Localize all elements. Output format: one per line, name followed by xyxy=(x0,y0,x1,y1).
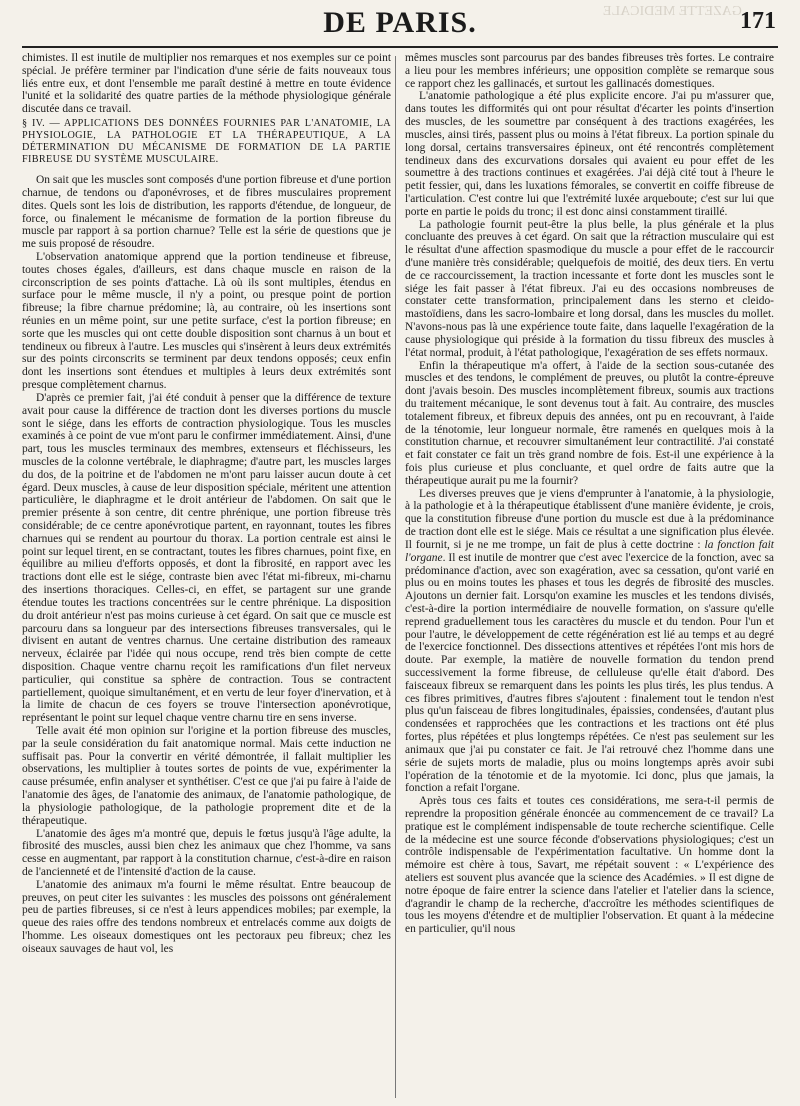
page-header xyxy=(18,6,782,42)
paragraph: Après tous ces faits et toutes ces considérations, me sera-t-il permis de reprendre la proposition générale énoncée au commencement de ce travail? La pratique est le complément indispensable de toute recherche scientifique. Celle de la médecine est une source féconde d'observations physiologiques; c'est un contrôle indispensable de l'expérimentation facultative. Un homme dont la mémoire est chère à tous, Savart, me répétait souvent : « L'expérience des ateliers est souvent plus avancée que la science des Académies. » Il est digne de notre époque de faire entrer la science dans l'atelier et l'atelier dans la science, d'agrandir le champ de la recherche, d'accroître les méthodes scientifiques de tous les moyens d'étendre et de multiplier l'observation. Et quant à la médecine en particulier, qu'il nous xyxy=(405,795,774,936)
paragraph: L'anatomie des âges m'a montré que, depuis le fœtus jusqu'à l'âge adulte, la fibrosité des muscles, aussi bien chez les animaux que chez l'homme, va sans cesse en augmentant, par rapport à la constitution charnue, c'est-à-dire en raison de l'ancienneté et de l'intensité d'action de la cause. xyxy=(22,827,391,878)
paragraph-text: . Il est inutile de montrer que c'est avec l'exercice de la fonction, avec sa prédominance d'action, avec son exagération, avec sa cessation, qu'ont varié en plus ou en moins toutes les phases et tous les degrés de fibrosité des muscles. Ajoutons un dernier fait. Lorsqu'on examine les muscles et les tendons divisés, c'est-à-dire la portion intermédiaire de nouvelle formation, on s'assure qu'elle reprend graduellement tous les caractères du muscle et du tendon. Pour l'un et pour l'autre, le développement de cette régénération est lié au temps et au degré de l'exercice fonctionnel. Des dissections attentives et répétées l'ont mis hors de doute. Par exemple, la matière de nouvelle formation du tendon prend successivement la forme fibreuse, de celluleuse qu'elle était d'abord. Des faisceaux fibreux se remarquent dans les points les plus tirés, les plus tendus. A ces fibres primitives, d'autres fibres s'ajoutent : finalement tout le tendon n'est plus qu'un faisceau de fibres longitudinales, épaissies, condensées, d'autant plus condensées et rapprochées que les contractions et les tractions ont été plus fortes, plus répétées et plus longtemps répétées. Ce n'est pas seulement sur les animaux que j'ai pu constater ce fait. Je l'ai retrouvé chez l'homme dans une série de sujets morts de maladie, plus ou moins longtemps après avoir subi l'opération de la ténotomie et de la myotomie. Ici donc, plus que jamais, la fonction a refait l'organe. xyxy=(405,551,774,795)
paragraph: L'observation anatomique apprend que la portion tendineuse et fibreuse, toutes choses égales, d'ailleurs, est dans chaque muscle en raison de la circonscription de ses points d'attache. Là où ils sont multiples, étendus en surface pour le même muscle, il n'y a point, ou presque point de portion fibreuse; la fibre charnue prédomine; là, au contraire, où les insertions sont réunies en un même point, sur une petite surface, c'est la portion fibreuse; en sorte que les muscles qui ont cette double disposition sont charnus à un bout et tendineux ou fibreux à l'autre. Les muscles qui s'insèrent à leurs deux extrémités sur des points circonscrits se terminent par deux tendons opposés; ceux enfin dont les insertions sont étendues et multiples à leurs deux extrémités sont presque complètement charnus. xyxy=(22,250,391,392)
right-column xyxy=(405,52,774,936)
page-title: DE PARIS. xyxy=(323,6,477,39)
emphasized-doctrine: la fonction fait l'organe xyxy=(405,538,774,564)
paragraph: mêmes muscles sont parcourus par des bandes fibreuses très fortes. Le contraire a lieu pour les membres inférieurs; une opposition complète se remarque sous ce rapport chez les gallinacés, et surtout les gallinacés domestiques. xyxy=(405,52,774,90)
paragraph: La pathologie fournit peut-être la plus belle, la plus générale et la plus concluante des preuves à cet égard. On sait que la rétraction musculaire qui est le résultat d'une affection spasmodique du muscle a pour effet de le raccourcir d'une manière très considérable; quelquefois de moitié, des deux tiers. En vertu de ce raccourcissement, la traction incessante et forte dont les muscles sont le siége les fait passer à l'état fibreux. J'ai eu des occasions nombreuses de constater cette transformation, principalement dans les sterno et cleido-mastoïdiens, dans les sacro-lombaire et long dorsal, dans les muscles du mollet. N'avons-nous pas là une expérience toute faite, dans laquelle l'exagération de la cause physiologique qui préside à la formation du tissu fibreux des muscles à l'état normal, produit, à l'état pathologique, l'exagération de ses effets normaux. xyxy=(405,218,774,359)
paragraph: L'anatomie pathologique a été plus explicite encore. J'ai pu m'assurer que, dans toutes les difformités qui ont pour résultat d'écarter les points d'insertion des muscles, de les soumettre par conséquent à des tractions exagérées, les muscles, ainsi tirés, passent plus ou moins à l'état fibreux. La portion spinale du long dorsal, certains transversaires épineux, ont été rencontrés complètement tendineux dans des excurvations dorsales qui avaient eu pour effet de les soumettre à des tractions continues et exagérées. J'ai déjà cité tout à l'heure le petit fessier, qui, dans les luxations fémorales, se convertit en coiffe fibreuse de l'articulation. C'est contre lui que l'extrémité luxée arqueboute; c'est sur lui que porte en partie le poids du tronc; il est donc ainsi constamment tiraillé. xyxy=(405,90,774,218)
paragraph xyxy=(405,488,774,796)
left-column xyxy=(22,52,391,956)
paragraph: Telle avait été mon opinion sur l'origine et la portion fibreuse des muscles, par la seule considération du fait anatomique normal. Mais cette induction ne suffisait pas. Pour la convertir en vérité démontrée, il fallait multiplier les observations, les multiplier à toutes sortes de points de vue, expérimenter la cause présumée, enfin analyser et synthétiser. C'est ce que j'ai pu faire à l'aide de l'anatomie des âges, de l'anatomie des animaux, de l'anatomie pathologique, de la physiologie pathologique, de la pathologie proprement dite et de la thérapeutique. xyxy=(22,725,391,827)
header-rule xyxy=(22,46,778,48)
page-number: 171 xyxy=(740,8,776,34)
paragraph: D'après ce premier fait, j'ai été conduit à penser que la différence de texture avait pour cause la différence de traction dont les diverses portions du muscle sont le siége, dans les efforts de contraction physiologique. Tous les muscles examinés à ce point de vue m'ont paru le confirmer immédiatement. Ainsi, d'une part, tous les muscles terminaux des membres, extenseurs et fléchisseurs, les muscles de la colonne vertébrale, le diaphragme; d'autre part, les muscles larges du dos, de la poitrine et de l'abdomen ne m'ont paru laisser aucun doute à cet égard. Deux muscles, à cause de leur disposition spéciale, méritent une attention particulière, le diaphragme et le droit antérieur de l'abdomen. On sait que le premier présente à son centre, dit centre phrénique, une portion fibreuse très considérable; de ce centre aponévrotique partent, en rayonnant, toutes les fibres charnues qui se rendent au pourtour du thorax. La portion centrale est ainsi le point sur lequel tirent, en se contractant, toutes les fibres charnues, point fixe, en équilibre au milieu d'efforts opposés, et dont la fibrosité, en rapport avec les tractions dont elle est le siége, contraste bien avec l'état mi-fibreux, mi-charnu des insertions thoraciques. Celles-ci, en effet, se partagent sur une grande étendue toutes les tractions concentrées sur le centre phrénique. La disposition du droit antérieur n'est pas moins curieuse à cet égard. On sait que ce muscle est parcouru dans sa longueur par des intersections fibreuses transversales, qui le divisent en autant de ventres charnus. Une certaine distribution des rameaux nerveux, éclairée par l'idée qui nous occupe, rend très bien compte de cette disposition. Chaque ventre charnu reçoit les ramifications d'un filet nerveux particulier, qui constitue sa sphère de contraction. Tous se contractent partiellement, quoique simultanément, et en vertu de leur foyer d'inervation, et à la limite de chacun de ces foyers se trouve l'intersection aponévrotique, représentant le point sur lequel chaque ventre charnu tire en sens inverse. xyxy=(22,391,391,725)
paragraph: L'anatomie des animaux m'a fourni le même résultat. Entre beaucoup de preuves, on peut citer les suivantes : les muscles des poissons ont généralement peu de parties fibreuses, si ce n'est à leurs appendices mobiles; par exemple, la queue des raies offre des tendons nombreux et entrelacés comme aux doigts de l'homme. Les oiseaux domestiques ont les pectoraux peu fibreux; chez les oiseaux sauvages de haut vol, les xyxy=(22,878,391,955)
paragraph: chimistes. Il est inutile de multiplier nos remarques et nos exemples sur ce point spécial. Je préfère terminer par l'indication d'une série de faits nouveaux tous liés entre eux, et dont l'ensemble me paraît destiné à mettre en toute évidence l'unité et la solidarité des quatre parties de la méthode physiologique générale discutée dans ce travail. xyxy=(22,52,391,116)
column-divider xyxy=(395,56,396,1098)
paragraph: On sait que les muscles sont composés d'une portion fibreuse et d'une portion charnue, de tendons ou d'aponévroses, et de fibres musculaires proprement dites. Quels sont les lois de distribution, les rapports d'étendue, de longueur, de force, ou finalement le mécanisme de formation de la portion fibreuse du muscle par rapport à sa portion charnue? Telle est la série de questions que je me suis proposé de résoudre. xyxy=(22,174,391,251)
paragraph: Enfin la thérapeutique m'a offert, à l'aide de la section sous-cutanée des muscles et des tendons, le complément de preuves, ou plutôt la contre-épreuve dont j'avais besoin. Des muscles incomplètement fibreux, soumis aux tractions du traitement mécanique, le sont devenus tout à fait. Au contraire, des muscles totalement fibreux, et fibreux depuis des années, ont pu en recouvrant, à l'aide de la ténotomie, leur longueur normale, être ramenés en quelques mois à la constitution charnue, et recouvrer simultanément leur contractilité. J'ai constaté et fait constater ce fait un très grand nombre de fois. Est-il une expérience à la fois plus curieuse et plus concluante, et quel ordre de faits autre que la thérapeutique aurait pu me la fournir? xyxy=(405,359,774,487)
section-heading: § IV. — APPLICATIONS DES DONNÉES FOURNIES PAR L'ANATOMIE, LA PHYSIOLOGIE, LA PATHOLOGIE ET LA THÉRAPEUTIQUE, A LA DÉTERMINATION DU MÉCANISME DE FORMATION DE LA PARTIE FIBREUSE DU SYSTÈME MUSCULAIRE. xyxy=(22,118,391,166)
paragraph-text: Les diverses preuves que je viens d'emprunter à l'anatomie, à la physiologie, à la pathologie et à la thérapeutique établissent d'une manière évidente, je crois, que la constitution fibreuse d'une portion du muscle est due à la prédominance de traction dont elle est le siége. Mais ce résultat a une signification plus élevée. Il fournit, si je ne me trompe, un fait de plus à cette doctrine : xyxy=(405,487,774,551)
show-through-text: GAZETTE MEDICALE xyxy=(603,4,742,19)
